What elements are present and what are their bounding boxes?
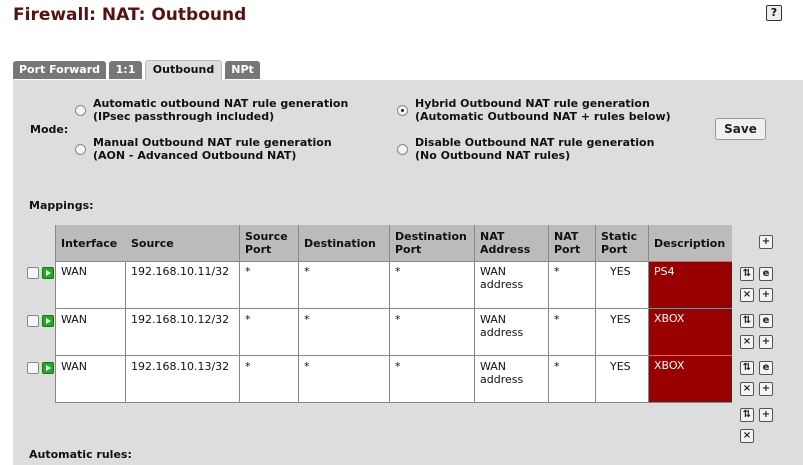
col-interface bbox=[55, 225, 125, 261]
cell-description: PS4 bbox=[648, 262, 732, 308]
cell-destination-port: * bbox=[395, 313, 401, 326]
cell-nat-address bbox=[474, 313, 523, 339]
add-rule-icon[interactable]: + bbox=[759, 235, 773, 249]
option-manual-line2: (AON - Advanced Outbound NAT) bbox=[93, 149, 297, 162]
move-rule-icon[interactable]: ⇅ bbox=[740, 314, 754, 328]
cell-source: 192.168.10.11/32 bbox=[131, 265, 230, 278]
grid-line bbox=[595, 225, 596, 403]
col-nat-port-line1: NAT bbox=[554, 230, 579, 243]
add-rule-icon[interactable]: + bbox=[759, 288, 773, 302]
col-source-port-line1: Source bbox=[245, 230, 288, 243]
tab-1-1[interactable]: 1:1 bbox=[109, 61, 142, 79]
cell-nat-address-line1: WAN bbox=[480, 265, 507, 278]
grid-line bbox=[298, 225, 299, 403]
option-automatic-label bbox=[93, 97, 348, 123]
cell-nat-address bbox=[474, 360, 523, 386]
col-destination-port-line2: Port bbox=[395, 243, 422, 256]
cell-source-port: * bbox=[245, 265, 251, 278]
mode-label: Mode: bbox=[30, 123, 69, 136]
cell-interface: WAN bbox=[61, 313, 88, 326]
col-nat-address bbox=[474, 225, 548, 261]
col-source-text: Source bbox=[131, 236, 174, 250]
delete-rule-icon[interactable]: × bbox=[740, 288, 754, 302]
save-button[interactable]: Save bbox=[715, 118, 766, 140]
edit-rule-icon[interactable]: e bbox=[759, 267, 773, 281]
option-hybrid-label bbox=[415, 97, 671, 123]
radio-manual[interactable] bbox=[75, 144, 86, 155]
col-destination-port-line1: Destination bbox=[395, 230, 467, 243]
col-nat-port-line2: Port bbox=[554, 243, 581, 256]
grid-line bbox=[548, 225, 549, 403]
option-manual-line1: Manual Outbound NAT rule generation bbox=[93, 136, 332, 149]
radio-disable[interactable] bbox=[397, 144, 408, 155]
cell-nat-address-line2: address bbox=[480, 278, 524, 291]
add-rule-icon[interactable]: + bbox=[759, 408, 773, 422]
move-rule-icon[interactable]: ⇅ bbox=[740, 361, 754, 375]
row-select-checkbox[interactable] bbox=[27, 267, 39, 279]
col-static-port-line2: Port bbox=[601, 243, 628, 256]
cell-nat-port: * bbox=[554, 313, 560, 326]
col-source bbox=[125, 225, 239, 261]
col-nat-port bbox=[548, 225, 595, 261]
option-hybrid-line2: (Automatic Outbound NAT + rules below) bbox=[415, 110, 671, 123]
grid-line bbox=[648, 225, 649, 403]
cell-static-port: YES bbox=[610, 313, 631, 326]
tab-npt[interactable]: NPt bbox=[225, 61, 260, 79]
cell-nat-address-line1: WAN bbox=[480, 360, 507, 373]
grid-line bbox=[55, 225, 56, 403]
option-hybrid-line1: Hybrid Outbound NAT rule generation bbox=[415, 97, 650, 110]
cell-static-port: YES bbox=[610, 265, 631, 278]
col-static-port-line1: Static bbox=[601, 230, 638, 243]
col-destination-text: Destination bbox=[304, 236, 376, 250]
enable-rule-icon[interactable] bbox=[42, 315, 54, 327]
option-automatic-line1: Automatic outbound NAT rule generation bbox=[93, 97, 349, 110]
grid-line bbox=[239, 225, 240, 403]
col-nat-address-line1: NAT bbox=[480, 230, 505, 243]
cell-destination-port: * bbox=[395, 265, 401, 278]
cell-destination: * bbox=[304, 265, 310, 278]
add-rule-icon[interactable]: + bbox=[759, 382, 773, 396]
cell-nat-address bbox=[474, 265, 523, 291]
cell-source-port: * bbox=[245, 313, 251, 326]
cell-source: 192.168.10.13/32 bbox=[131, 360, 230, 373]
cell-static-port: YES bbox=[610, 360, 631, 373]
option-automatic-line2: (IPsec passthrough included) bbox=[93, 110, 275, 123]
col-description-text: Description bbox=[654, 236, 726, 250]
tab-port-forward[interactable]: Port Forward bbox=[13, 61, 106, 79]
cell-interface: WAN bbox=[61, 360, 88, 373]
option-manual-label bbox=[93, 136, 332, 162]
tab-outbound[interactable]: Outbound bbox=[145, 60, 222, 81]
radio-hybrid[interactable] bbox=[397, 105, 408, 116]
enable-rule-icon[interactable] bbox=[42, 267, 54, 279]
row-select-checkbox[interactable] bbox=[27, 315, 39, 327]
move-rule-icon[interactable]: ⇅ bbox=[740, 408, 754, 422]
cell-destination-port: * bbox=[395, 360, 401, 373]
automatic-rules-label: Automatic rules: bbox=[29, 448, 132, 461]
col-source-port bbox=[239, 225, 298, 261]
cell-nat-address-line2: address bbox=[480, 326, 524, 339]
cell-destination: * bbox=[304, 360, 310, 373]
grid-line bbox=[474, 225, 475, 403]
cell-nat-port: * bbox=[554, 360, 560, 373]
page-title: Firewall: NAT: Outbound bbox=[13, 5, 247, 25]
move-rule-icon[interactable]: ⇅ bbox=[740, 267, 754, 281]
cell-description: XBOX bbox=[648, 309, 732, 355]
delete-rule-icon[interactable]: × bbox=[740, 429, 754, 443]
row-select-checkbox[interactable] bbox=[27, 362, 39, 374]
col-static-port bbox=[595, 225, 648, 261]
cell-destination: * bbox=[304, 313, 310, 326]
col-description bbox=[648, 225, 732, 261]
grid-line bbox=[125, 261, 126, 403]
col-interface-text: Interface bbox=[61, 236, 118, 250]
cell-nat-port: * bbox=[554, 265, 560, 278]
option-disable-line1: Disable Outbound NAT rule generation bbox=[415, 136, 655, 149]
col-nat-address-line2: Address bbox=[480, 243, 531, 256]
radio-automatic[interactable] bbox=[75, 105, 86, 116]
delete-rule-icon[interactable]: × bbox=[740, 335, 754, 349]
add-rule-icon[interactable]: + bbox=[759, 335, 773, 349]
mappings-label: Mappings: bbox=[29, 199, 94, 212]
edit-rule-icon[interactable]: e bbox=[759, 314, 773, 328]
cell-source: 192.168.10.12/32 bbox=[131, 313, 230, 326]
help-icon[interactable]: ? bbox=[766, 5, 782, 21]
cell-nat-address-line1: WAN bbox=[480, 313, 507, 326]
delete-rule-icon[interactable]: × bbox=[740, 382, 754, 396]
col-source-port-line2: Port bbox=[245, 243, 272, 256]
grid-line bbox=[389, 225, 390, 403]
edit-rule-icon[interactable]: e bbox=[759, 361, 773, 375]
cell-nat-address-line2: address bbox=[480, 373, 524, 386]
cell-interface: WAN bbox=[61, 265, 88, 278]
enable-rule-icon[interactable] bbox=[42, 362, 54, 374]
col-destination-port bbox=[389, 225, 474, 261]
option-disable-label bbox=[415, 136, 654, 162]
cell-source-port: * bbox=[245, 360, 251, 373]
cell-description: XBOX bbox=[648, 356, 732, 402]
col-destination bbox=[298, 225, 389, 261]
option-disable-line2: (No Outbound NAT rules) bbox=[415, 149, 571, 162]
